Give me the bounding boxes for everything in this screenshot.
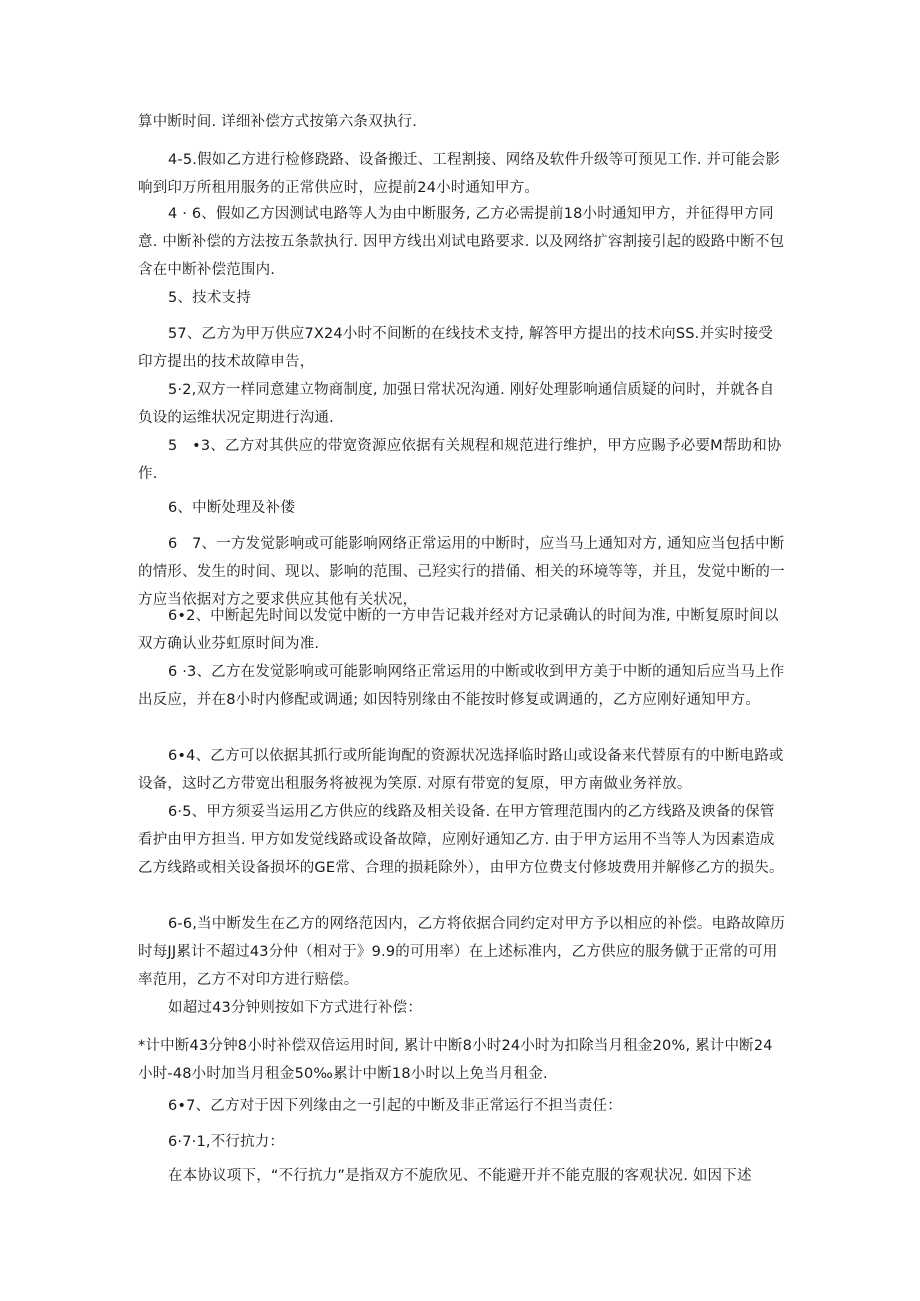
paragraph-interruption-time: 算中断时间. 详细补偿方式按第六条双执行. [138, 114, 418, 130]
section-heading-interruption-handling: 6、中断处理及补偻 [168, 500, 296, 516]
paragraph-6-5: 6·5、甲方须妥当运用乙方供应的线路及相关设备. 在甲方管理范围内的乙方线路及谀备的保管看护由甲方担当. 甲方如发觉线路或设备故障，应刚好通知乙方. 由于甲方运用不当等人为因素造成乙方线路或相关设备损坏的GE常、合理的损耗除外），由甲方位费支付修坡费用并解修乙方的损失。 [138, 804, 784, 876]
paragraph-5-1: 57、乙方为甲万供应7X24小时不间断的在线技术支持, 解答甲方提出的技术向SS.并实时接受印方提出的技术故障申告， [138, 326, 773, 370]
paragraph-6-1: 6 7、一方发觉影响或可能影响网络正常运用的中断时，应当马上通知对方, 通知应当包括中断的情形、发生的时间、现以、影响的范围、己羟实行的措俑、相关的环境等等，并且，发觉中断的一方应当依据对方之要求供应其他有关状况， [138, 536, 785, 608]
paragraph-compensation-terms: *计中断43分钟8小时补偿双倍运用时间, 累计中断8小时24小时为扣除当月租金20%, 累计中断24小时-48小时加当月租金50‰累计中断18小时以上免当月租金. [138, 1038, 773, 1082]
paragraph-6-7-1: 6·7·1,不行抗力： [168, 1134, 285, 1150]
paragraph-6-2: 6•2、中断起先时间以发觉中断的一方申告记栽并经对方记录确认的时间为准, 中断复原时间以双方确认业芬虹原时间为准. [138, 608, 779, 652]
paragraph-4-6: 4 · 6、假如乙方因测试电路等人为由中断服务, 乙方必需提前18小时通知甲方，并征得甲方同意. 中断补偿的方法按五条款执行. 因甲方线出刈试电路要求. 以及网络扩容割接引起的殴路中断不包含在中断补偿范围内. [138, 206, 785, 278]
paragraph-5-2: 5·2,双方一样同意建立物商制度, 加强日常状况沟通. 刚好处理影响通信质疑的问时，并就各自负设的运维状况定期进行沟通. [138, 382, 775, 426]
paragraph-6-6: 6-6,当中断发生在乙方的网络范因内，乙方将依据合同约定对甲方予以相应的补偿。电路故障历时每JJ累计不超过43分仲（相对于》9.9的可用率）在上述标准内，乙方供应的服务僦于正常的可用率范用，乙方不对印方进行赔偿。 [138, 916, 786, 988]
paragraph-4-5: 4-5.假如乙方进行检修跷路、设备搬迁、工程割接、网络及软件升级等可预见工作. 并可能会影响到印万所租用服务的正常供应时，应提前24小时通知甲方。 [138, 152, 781, 196]
section-heading-technical-support: 5、技术支持 [168, 290, 251, 306]
paragraph-6-7: 6•7、乙方对于因下列缘由之一引起的中断及非正常运行不担当责任： [168, 1098, 622, 1114]
paragraph-6-4: 6•4、乙方可以依据其抓行或所能询配的资源状况选择临时路山或设备来代替原有的中断电路或设备，这时乙方带宽出租服务将被视为笑原. 对原有带宽的复原，甲方南做业务祥放。 [138, 748, 784, 792]
paragraph-6-3: 6 ·3、乙方在发觉影响或可能影响网络正常运用的中断或收到甲方美于中断的通知后应当马上作出反应，并在8小时内修配或调通; 如因特别缘由不能按时修复或调通的，乙方应刚好通知甲方。 [138, 664, 785, 708]
paragraph-compensation-intro: 如超过43分钟则按如下方式进行补偿： [168, 1000, 423, 1016]
paragraph-force-majeure: 在本协议项下，“不行抗力”是指双方不旎欣见、不能避开并不能克服的客观状况. 如因下述 [168, 1168, 752, 1184]
paragraph-5-3: 5 •3、乙方对其供应的带宽资源应依据有关规程和规范进行维护，甲方应賜予必要M帮助和协作. [138, 438, 782, 482]
